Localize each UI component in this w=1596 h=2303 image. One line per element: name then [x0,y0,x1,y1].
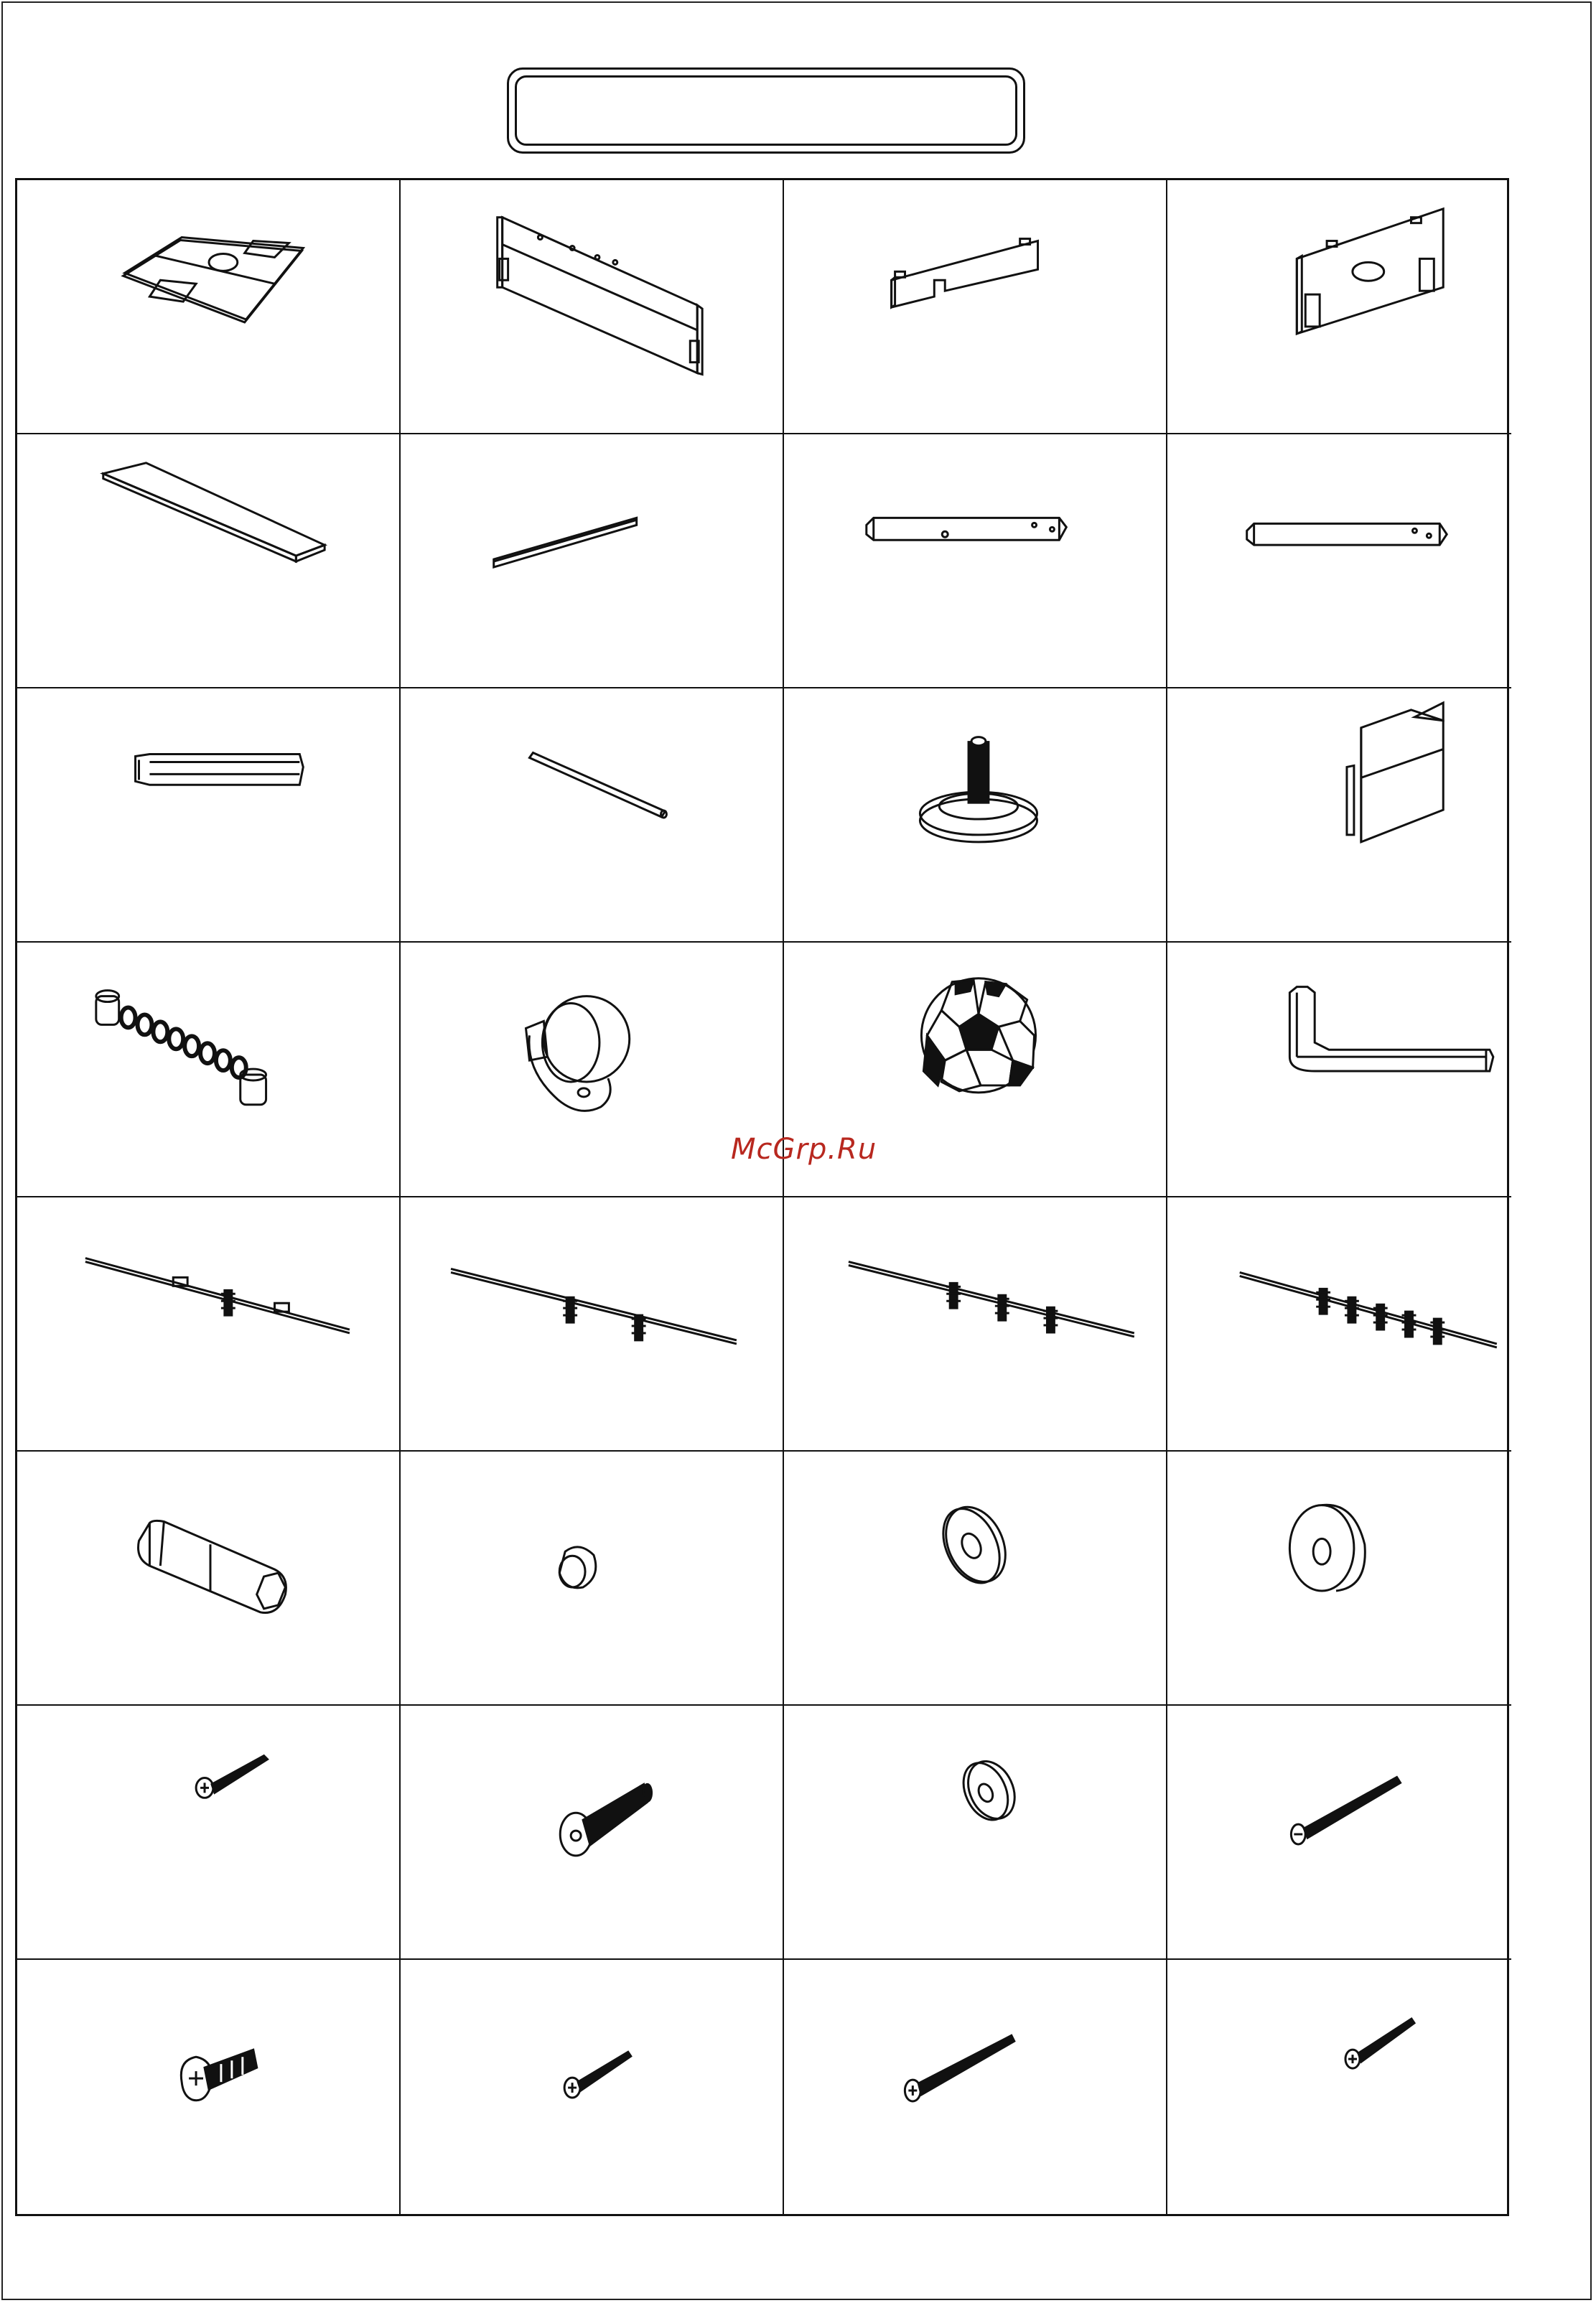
leveler-foot-icon [784,688,1166,941]
end-cap-icon [401,1452,783,1704]
part-cell [401,688,784,943]
tiny-screw-icon [1167,1960,1511,2214]
part-cell [784,688,1167,943]
part-cell [1167,1706,1511,1960]
watermark-text: McGrp.Ru [731,1133,877,1166]
part-cell [1167,434,1511,688]
part-cell [17,688,401,943]
part-cell [784,1197,1167,1452]
part-cell [401,943,784,1197]
bolt-icon [401,1706,783,1958]
part-cell [784,1706,1167,1960]
part-cell [17,1960,401,2214]
player-rod-2-icon [401,1197,783,1450]
channel-bar-icon [17,688,399,941]
truss-screw-icon [17,1960,399,2214]
allen-key-icon [1167,943,1511,1195]
player-rod-5-icon [1167,1197,1511,1450]
goal-end-panel-icon [1167,180,1511,433]
part-cell [17,1706,401,1960]
long-wood-screw-icon [784,1960,1166,2214]
part-cell [784,1960,1167,2214]
handle-grip-icon [17,1452,399,1704]
part-cell [1167,943,1511,1197]
slat-icon [401,434,783,687]
part-cell [17,180,401,434]
side-panel-icon [401,180,783,433]
end-rail-icon [784,180,1166,433]
part-cell [17,943,401,1197]
part-cell [401,1706,784,1960]
small-screw-icon [17,1706,399,1958]
long-screw-icon [1167,1706,1511,1958]
part-cell [401,1452,784,1706]
dowel-rod-icon [401,688,783,941]
ball-return-box-icon [1167,688,1511,941]
part-cell [401,434,784,688]
part-cell [401,1960,784,2214]
part-cell [784,1452,1167,1706]
title-box [507,67,1025,154]
part-cell [784,180,1167,434]
part-cell [17,1452,401,1706]
short-screw-icon [401,1960,783,2214]
part-cell [401,1197,784,1452]
leg-tube-short-icon [1167,434,1511,687]
part-cell [1167,1197,1511,1452]
leg-tube-icon [784,434,1166,687]
ball-entry-cup-icon [401,943,783,1195]
parts-grid [15,178,1509,2216]
playfield-icon [17,180,399,433]
washer-icon [784,1452,1166,1704]
small-washer-icon [784,1706,1166,1958]
player-rod-3-icon [784,1197,1166,1450]
part-cell [1167,688,1511,943]
part-cell [17,434,401,688]
part-cell [17,1197,401,1452]
flat-board-icon [17,434,399,687]
part-cell [1167,1960,1511,2214]
part-cell [401,180,784,434]
part-cell [1167,180,1511,434]
title-box-inner [515,75,1017,146]
bumper-icon [1167,1452,1511,1704]
player-rod-1-icon [17,1197,399,1450]
part-cell [1167,1452,1511,1706]
part-cell [784,434,1167,688]
score-counter-icon [17,943,399,1195]
